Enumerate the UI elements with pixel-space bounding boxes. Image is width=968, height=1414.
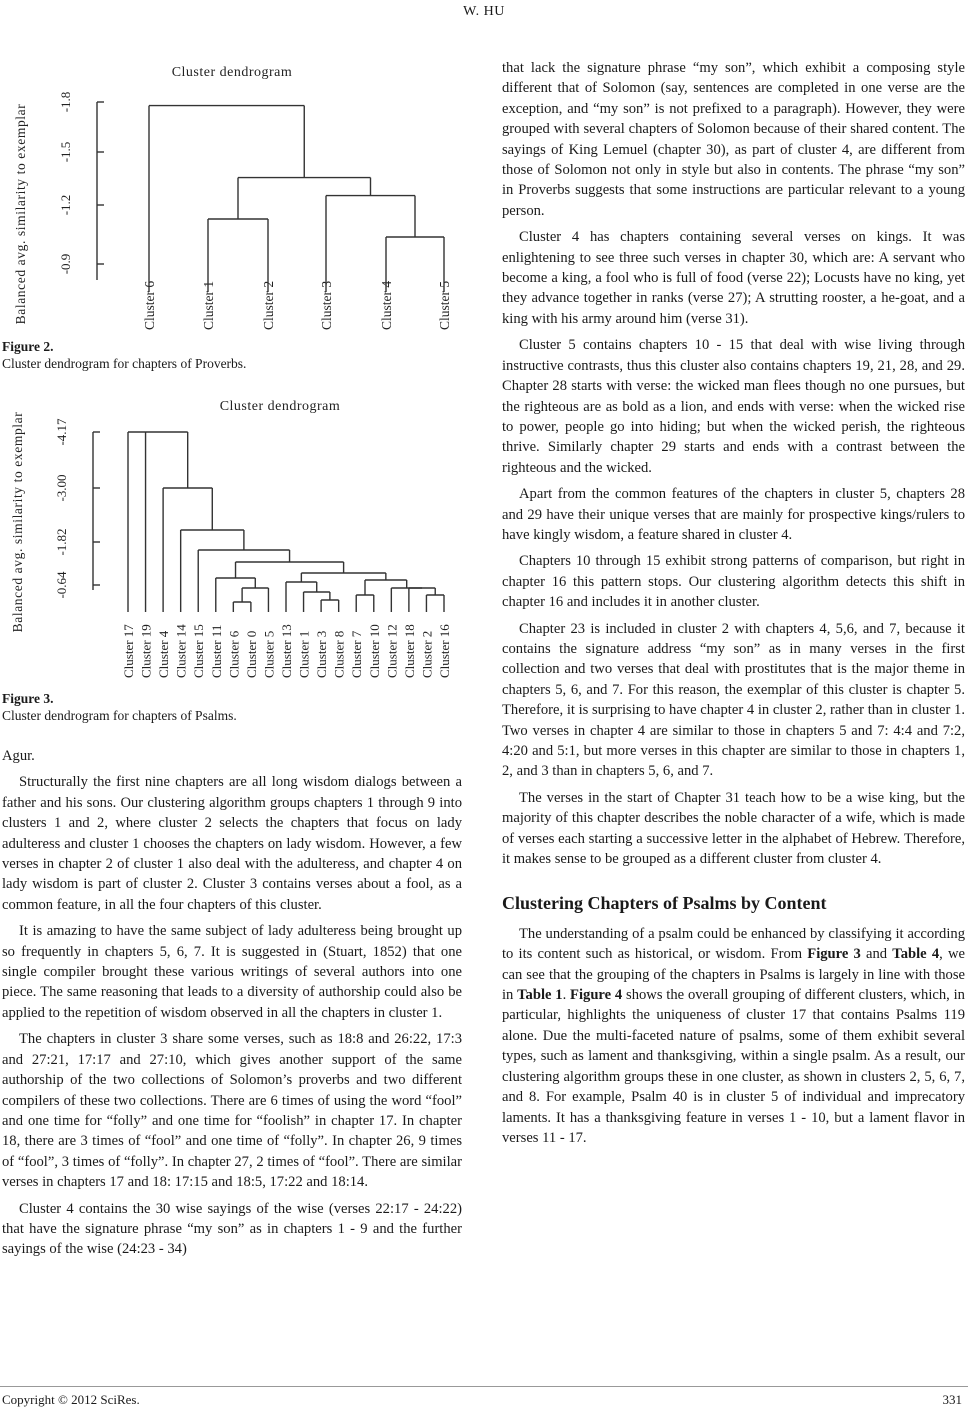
- figure-3-caption-label: Figure 3.: [2, 691, 54, 706]
- figure-3-leaf-label: Cluster 17: [121, 624, 136, 678]
- figure-3-caption: [2, 690, 237, 724]
- right-paragraph-7: The verses in the start of Chapter 31 teach how to be a wise king, but the majority of this chapter describes the noble character of a wife, which is made of verses each starting a successive letter in the alphabet of Hebrew. Therefore, it makes sense to be grouped as a different cluster from cluster 4.: [502, 789, 965, 868]
- left-paragraph-1: Structurally the first nine chapters are all long wisdom dialogs between a father and his sons. Our clustering algorithm groups chapters 1 through 9 into clusters 1 and 2, where cluster 2 selects the chapters that focus on lady adulteress and cluster 1 chooses the chapters on lady wisdom. However, a few verses in chapter 2 of cluster 1 also deal with the adulteress, and chapter 4 on lady wisdom is part of cluster 2. Cluster 3 contains verses about a fool, as a common feature, in all the four chapters of this cluster.: [2, 774, 462, 913]
- left-paragraph-0: Agur.: [2, 748, 35, 764]
- right-paragraph-2: Cluster 4 has chapters containing several verses on kings. It was enlightening to see three such verses in chapter 30, which are: A servant who become a king, a fool who is full of food (verse 22); Locusts have no king, yet they advance together in ranks (verse 27); A strutting rooster, a he-goat, and a king with his army around him (verse 31).: [502, 229, 965, 327]
- figure-3-leaf-label: Cluster 15: [191, 624, 207, 678]
- figure-3-ref[interactable]: Figure 3: [807, 946, 861, 963]
- right-paragraph-6: Chapter 23 is included in cluster 2 with chapters 4, 5,6, and 7, because it contains the signature address “my son” as in many verses in the first collection and two verses that deal with prostitutes that is the major theme in chapters 5, 6, and 7. For this reason, the exemplar of this cluster is chapter 5. Therefore, it is surprising to have chapter 4 in cluster 2, rather than in cluster 1. Two verses in chapter 4 are similar to those in chapters 5 and 7: 4:4 and 7:2, 4:20 and 5:1, but more verses in this chapter are similar to those in chapters 1, 2, and 3 than in chapters 5, 6, and 7.: [502, 620, 965, 780]
- p8-text-a: The understanding of a psalm could be enhanced by classifying it according to its content such as historical, or wisdom. From: [502, 925, 965, 963]
- figure-3-leaf-label: Cluster 14: [173, 624, 189, 678]
- figure-3-leaf-label: Cluster 7: [349, 630, 365, 678]
- figure-2-caption: [2, 338, 246, 372]
- figure-3-y-tick-label: -4.17: [54, 418, 69, 446]
- page-number: 331: [942, 1392, 962, 1407]
- right-paragraph-1: that lack the signature phrase “my son”, which exhibit a composing style different that of Solomon (say, sentences are completed in one verse are the exception, and “my son” is not prefixed to a paragraph). However, they were grouped with several chapters of Solomon because of their shared content. The sayings of King Lemuel (chapter 30), as part of cluster 4, are different from those of Solomon not only in style but also in contents. The phrase “my son” in Proverbs suggests that some instructions are particular relevant to a young person.: [502, 60, 965, 219]
- right-paragraph-8: [502, 924, 965, 1148]
- figure-2-leaf-label: Cluster 3: [319, 280, 334, 330]
- p8-text-d: .: [562, 987, 571, 1004]
- figure-3-leaf-label: Cluster 13: [279, 624, 294, 678]
- figure-3-leaf-label: Cluster 16: [437, 624, 452, 678]
- figure-3-leaf-label: Cluster 6: [226, 630, 242, 678]
- left-paragraph-4: Cluster 4 contains the 30 wise sayings of the wise (verses 22:17 - 24:22) that have the signature phrase “my son” as in chapters 1 - 9 and the further sayings of the wise (24:23 - 34): [2, 1200, 462, 1258]
- figure-3-dendrogram: [0, 390, 470, 682]
- figure-2-y-tick-label: -0.9: [58, 253, 73, 275]
- figure-3-y-tick-label: -0.64: [54, 571, 69, 599]
- figure-3-leaf-label: Cluster 8: [331, 630, 347, 678]
- p8-text-c: , we can see that the grouping of the chapters in Psalms is largely in line with those in: [502, 946, 965, 1004]
- figure-3-leaf-label: Cluster 11: [208, 624, 224, 678]
- figure-4-ref[interactable]: Figure 4: [570, 987, 623, 1004]
- figure-2: [0, 52, 470, 337]
- figure-3-ylabel: Balanced avg. similarity to exemplar: [10, 411, 25, 633]
- figure-2-y-tick-label: -1.8: [58, 91, 73, 113]
- figure-2-caption-label: Figure 2.: [2, 339, 54, 354]
- right-paragraph-3: Cluster 5 contains chapters 10 - 15 that deal with wise living through instructive contrasts, thus this cluster also contains chapters 19, 21, 28, and 29. Chapter 28 starts with verse: the wicked man flees though no one pursues, but the righteous are as bold as a lion, and ends with verse: when the wicked rise to power, people go into hiding; but when the wicked perish, the righteous thrive. Similarly chapter 29 starts and ends with a contrast between the righteous and the wicked.: [502, 337, 965, 476]
- figure-2-caption-text: Cluster dendrogram for chapters of Proverbs.: [2, 356, 247, 371]
- figure-2-title: Cluster dendrogram: [171, 65, 293, 80]
- figure-2-y-tick-label: -1.5: [58, 141, 73, 163]
- figure-3-leaf-label: Cluster 4: [156, 630, 172, 678]
- figure-3-leaf-label: Cluster 3: [314, 630, 330, 678]
- figure-2-leaf-label: Cluster 6: [142, 280, 157, 330]
- figure-3-y-tick-label: -1.82: [54, 528, 69, 556]
- section-heading: Clustering Chapters of Psalms by Content: [502, 893, 827, 914]
- p8-text-e: shows the overall grouping of different clusters, which, in particular, highlights the uniqueness of cluster 17 that contains Psalms 119 alone. Due the multi-faceted nature of psalms, some of them exhibit several types, such as lament and thanksgiving, within a single psalm. As a result, our clustering algorithm groups these in one cluster, as shown in clusters 2, 5, 6, 7, and 8. For example, Psalm 40 is in cluster 5 of individual and imprecatory laments. It has a thanksgiving feature in verses 1 - 10, but a lament flavor in verses 11 - 17.: [502, 987, 965, 1146]
- figure-3-y-tick-label: -3.00: [54, 474, 69, 502]
- figure-3-leaf-label: Cluster 1: [296, 630, 312, 678]
- figure-2-leaf-label: Cluster 2: [261, 280, 276, 330]
- figure-3-leaf-label: Cluster 0: [243, 630, 259, 678]
- figure-2-leaf-label: Cluster 4: [379, 280, 394, 330]
- figure-2-leaf-label: Cluster 5: [437, 280, 452, 330]
- figure-3-leaf-label: Cluster 18: [401, 624, 417, 678]
- right-column: [502, 58, 965, 1154]
- figure-2-y-tick-label: -1.2: [58, 194, 73, 216]
- left-paragraph-3: The chapters in cluster 3 share some verses, such as 18:8 and 26:22, 17:3 and 27:21, 17:17 and 27:10, which gives another support of the same authorship of the two collections of Solomon’s proverbs and two different compilers of these two collections. There are 6 times of using the word “fool” and one time for “folly” and one time for “foolish” in chapter 17. In chapter 18, there are 3 times of “fool” and one time of “folly”. In chapter 26, 9 times of “fool”, 3 times of “folly”. In chapter 27, 2 times of “fool”. There are similar verses in chapters 17 and 18: 17:15 and 18:5, 17:22 and 18:14.: [2, 1031, 462, 1191]
- right-paragraph-4: Apart from the common features of the chapters in cluster 5, chapters 28 and 29 have their unique verses that are mainly for prospective kings/rulers to have kingly wisdom, a feature shared in cluster 4.: [502, 486, 965, 543]
- figure-3-leaf-label: Cluster 2: [419, 630, 435, 678]
- figure-2-dendrogram: [0, 52, 470, 337]
- figure-3: [0, 390, 470, 682]
- figure-2-leaf-label: Cluster 1: [201, 280, 216, 330]
- figure-3-leaf-label: Cluster 19: [138, 624, 154, 678]
- right-paragraph-5: Chapters 10 through 15 exhibit strong patterns of comparison, but right in chapter 16 this pattern stops. Our clustering algorithm detects this shift in chapter 16 and includes it in another cluster.: [502, 553, 965, 611]
- figure-3-leaf-label: Cluster 10: [366, 624, 382, 678]
- copyright-notice: Copyright © 2012 SciRes.: [2, 1392, 140, 1407]
- figure-2-ylabel: Balanced avg. similarity to exemplar: [13, 103, 28, 325]
- left-column: [2, 746, 462, 1266]
- figure-3-title: Cluster dendrogram: [219, 399, 341, 414]
- footer-rule: [0, 1386, 968, 1387]
- figure-3-leaf-label: Cluster 12: [384, 624, 400, 678]
- p8-text-b: and: [860, 946, 893, 963]
- running-head: W. HU: [463, 4, 505, 19]
- table-1-ref[interactable]: Table 1: [517, 987, 563, 1004]
- left-paragraph-2: It is amazing to have the same subject of lady adulteress being brought up so frequently in chapters 5, 6, 7. It is suggested in (Stuart, 1852) that one single compiler brought these various writings of several authors into one piece. The same reasoning that leads to a diversity of authorship could also be applied to the repetition of wisdom observed in all the chapters in cluster 1.: [2, 923, 462, 1021]
- table-4-ref[interactable]: Table 4: [892, 946, 940, 963]
- figure-3-leaf-label: Cluster 5: [261, 630, 277, 678]
- figure-3-caption-text: Cluster dendrogram for chapters of Psalms.: [2, 708, 237, 723]
